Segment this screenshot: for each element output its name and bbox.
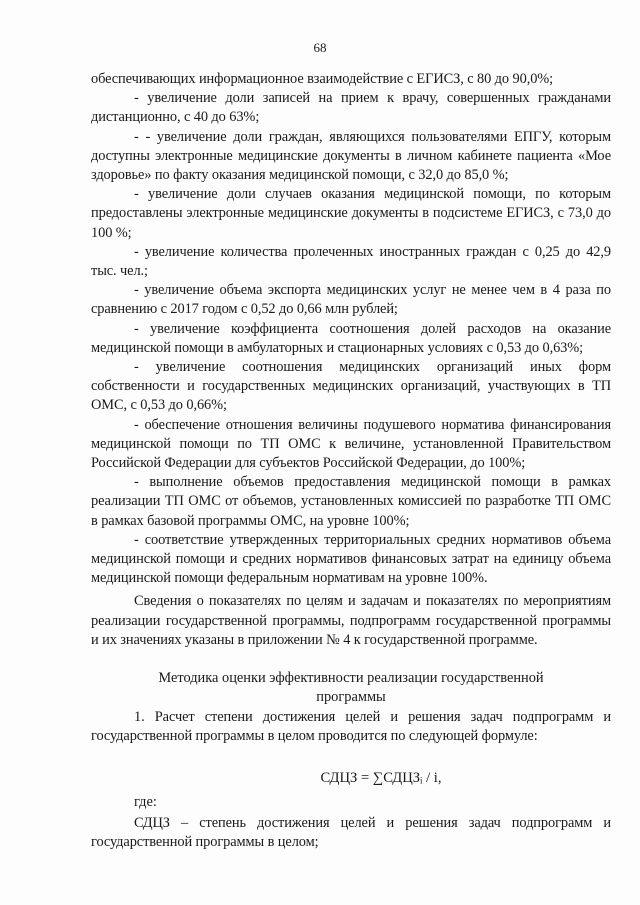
page-number: 68 bbox=[313, 40, 327, 55]
document-body bbox=[91, 70, 611, 852]
definition-paragraph: СДЦЗ – степень достижения целей и решения задач подпрограмм и государственной программы в целом; bbox=[91, 814, 611, 851]
body-paragraph: - увеличение соотношения медицинских организаций иных форм собственности и государственных медицинских организаций, участвующих в ТП ОМС, с 0,53 до 0,66%; bbox=[91, 359, 611, 414]
body-paragraph: - обеспечение отношения величины подушевого норматива финансирования медицинской помощи по ТП ОМС к величине, установленной Правительством Российской Федерации для субъектов Российской Федерации, до 100%; bbox=[91, 416, 611, 472]
where-label: где: bbox=[134, 793, 157, 810]
body-paragraph: - - увеличение доли граждан, являющихся пользователями ЕПГУ, которым доступны электронные медицинские документы в личном кабинете пациента «Мое здоровье» по факту оказания медицинской помощи, с 32,0 до 85,0 %; bbox=[91, 128, 611, 184]
body-paragraph: Сведения о показателях по целям и задачам и показателях по мероприятиям реализации государственной программы, подпрограмм государственной программы и их значениях указаны в приложении № 4 к государственной программе. bbox=[91, 593, 611, 648]
body-paragraph: обеспечивающих информационное взаимодействие с ЕГИСЗ, с 80 до 90,0%; bbox=[91, 71, 554, 87]
body-paragraph: - соответствие утвержденных территориальных средних нормативов объема медицинской помощи и средних нормативов финансовых затрат на единицу объема медицинской помощи федеральным нормативам на уровне 100%. bbox=[91, 531, 611, 587]
body-paragraph: - увеличение количества пролеченных иностранных граждан с 0,25 до 42,9 тыс. чел.; bbox=[91, 243, 611, 280]
formula: СДЦЗ = ∑СДЦЗᵢ / i, bbox=[320, 769, 442, 786]
paragraph-list bbox=[91, 70, 611, 650]
body-paragraph: - увеличение доли записей на прием к врачу, совершенных гражданами дистанционно, с 40 до 63%; bbox=[91, 90, 611, 126]
body-paragraph: - увеличение коэффициента соотношения долей расходов на оказание медицинской помощи в амбулаторных и стационарных условиях с 0,53 до 0,63%; bbox=[91, 320, 611, 356]
step-1-paragraph: 1. Расчет степени достижения целей и решения задач подпрограмм и государственной программы в целом проводится по следующей формуле: bbox=[91, 708, 611, 744]
section-heading: Методика оценки эффективности реализации государственной программы bbox=[158, 670, 544, 706]
body-paragraph: - увеличение объема экспорта медицинских услуг не менее чем в 4 раза по сравнению с 2017 годом с 0,52 до 0,66 млн рублей; bbox=[91, 282, 611, 318]
body-paragraph: - выполнение объемов предоставления медицинской помощи в рамках реализации ТП ОМС от объемов, установленных комиссией по разработке ТП ОМС в рамках базовой программы ОМС, на уровне 100%; bbox=[91, 474, 611, 529]
body-paragraph: - увеличение доли случаев оказания медицинской помощи, по которым предоставлены электронные медицинские документы в подсистеме ЕГИСЗ, с 73,0 до 100 %; bbox=[91, 186, 611, 241]
